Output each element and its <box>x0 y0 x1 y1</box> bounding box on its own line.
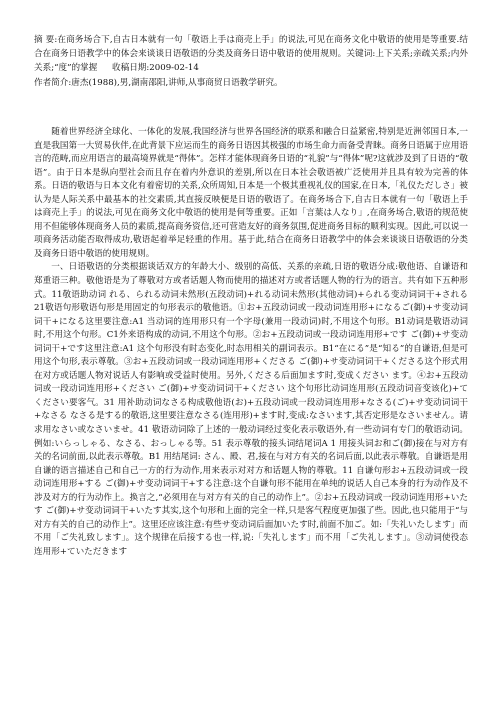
abstract-text: 摘 要:在商务场合下,自古日本就有一句「敬语上手は商売上手」的说法,可见在商务文化中敬语的使用是等重要.结合在商务日语教学中的体会来谈谈日语敬语的分类及商务日语中敬语的使用规则。关键词:上下关系;亲疏关系;内外关系;“度”的掌握 <box>34 35 468 74</box>
body-text <box>34 126 468 560</box>
received-date: 收稿日期:2009-02-14 <box>112 63 199 74</box>
paragraph-classification: 一、日语敬语的分类根据谈话双方的年龄大小、级别的高低、关系的亲疏,日语的敬语分成:敬他语、自谦语和郑重语三种。敬他语是为了尊敬对方或者话题人物而使用的描述对方或者话题人物的行为的语言。共有如下五种形式。11敬语助动词 れる、られる动词未然形(五段动词)+れる动词未然形(其他动词)+られる变动词词干+される 21敬语句形敬语句形是用固定的句形表示的敬他语。①お+五段动词或一段动词连用形+になるご(御)+サ变动词词干+になる这里要注意:A1 当动词的连用形只有一个字母(兼用一段动词)时,不用这个句形。B1动词是敬语动词时,不用这个句形。C1外来语构成的动词,不用这个句形。②お+五段动词或一段动词连用形+です ご(御)+サ变动词词干+です这里注意:A1 这个句形没有时态变化,时态用相关的副词表示。B1“在にる”是“知る”的自谦语,但是可用这个句形,表示尊敬。③お+五段动词或一段动词连用形+くださる ご(御)+サ变动词词干+くださる这个形式用在对方或话题人物对说话人有影响或受益时使用。另外,くださる后面加ます时,变成ください ます。④お+五段动词或一段动词连用形+ください ご(御)+サ变动词词干+ください 这个句形比动词连用形(五段动词音变该化)+てください要客气。31 用补助动词なさる构成敬他语(お)+五段动词或一段动词连用形+なさる(ご)+サ变动词词干+なさる なさる是する的敬语,这里要注意なさる(连用形)+ます时,变成:なさいます,其否定形是なさいません。请求用なさい或なさいませ。41 敬语动词除了上述的一般动词经过变化表示敬语外,有一些动词有专门的敬语动词。例如:いらっしゃる、なさる、おっしゃる等。51 表示尊敬的接头词结尾词A 1 用接头词お和ご(御)接在与对方有关的名词前面,以此表示尊敬。B1 用结尾词: さん、殿、君,接在与对方有关的名词后面,以此表示尊敬。自谦语是用自谦的语言描述自己和自己一方的行为动作,用来表示对对方和话题人物的尊敬。11 自谦句形お+五段动词或一段动词连用形+する ご(御)+サ变动词词干+する注意:这个自谦句形不能用在单纯的说话人自己本身的行为动作及不涉及对方的行为动作上。换言之,“必须用在与对方有关的自己的动作上”。②お+五段动词或一段动词连用形+いたす ご(御)+サ变动词词干+いたす其实,这个句形和上面的完全一样,只是客气程度更加强了些。因此,也只能用于“与对方有关的自己的动作上”。这里还应该注意:有些サ变动词后面加いたす时,前面不加ご。如:「失礼いたします」而不用「ご失礼致します」。这个规律在后接する也一样,说:「失礼します」而不用「ご失礼します」。③动词使役态连用形+ていただきます <box>34 262 469 557</box>
abstract-block <box>34 33 468 90</box>
paragraph-intro: 随着世界经济全球化、一体化的发展,我国经济与世界各国经济的联系和融合日益紧密,特别是近洲邻国日本,一直是我国第一大贸易伙伴,在此背景下应运而生的商务日语因其极强的市场生命力而备受青睐。商务日语属于应用语言的范畴,而应用语言的最高境界就是“得体”。怎样才能体现商务日语的“礼貌”与“得体”呢?这就涉及到了日语的“敬语”。由于日本是纵向型社会而且存在着内外意识的差别,所以在日本社会敬语被广泛使用并且具有较为完善的体系。日语的敬语与日本文化有着密切的关系,众所周知,日本是一个极其重视礼仪的国家,在日本,「礼仪ただしさ」被认为是人际关系中最基本的社交素质,其直接反映便是日语的敬语了。在商务场合下,自古日本就有一句「敬语上手は商売上手」的说法,可见在商务文化中敬语的使用是何等重要。正如「言葉は人なり」,在商务场合,敬语的规范使用不但能够体现商务人员的素质,提高商务资信,还可营造友好的商务氛围,促进商务目标的顺利实现。因此,可以说一项商务活动能否取得成功,敬语起着举足轻重的作用。基于此,结合在商务日语教学中的体会来谈谈日语敬语的分类及商务日语中敬语的使用规则。 <box>34 127 468 259</box>
author-info: 作者简介:唐杰(1988),男,湖南邵阳,讲师,从事商贸日语教学研究。 <box>34 77 283 88</box>
